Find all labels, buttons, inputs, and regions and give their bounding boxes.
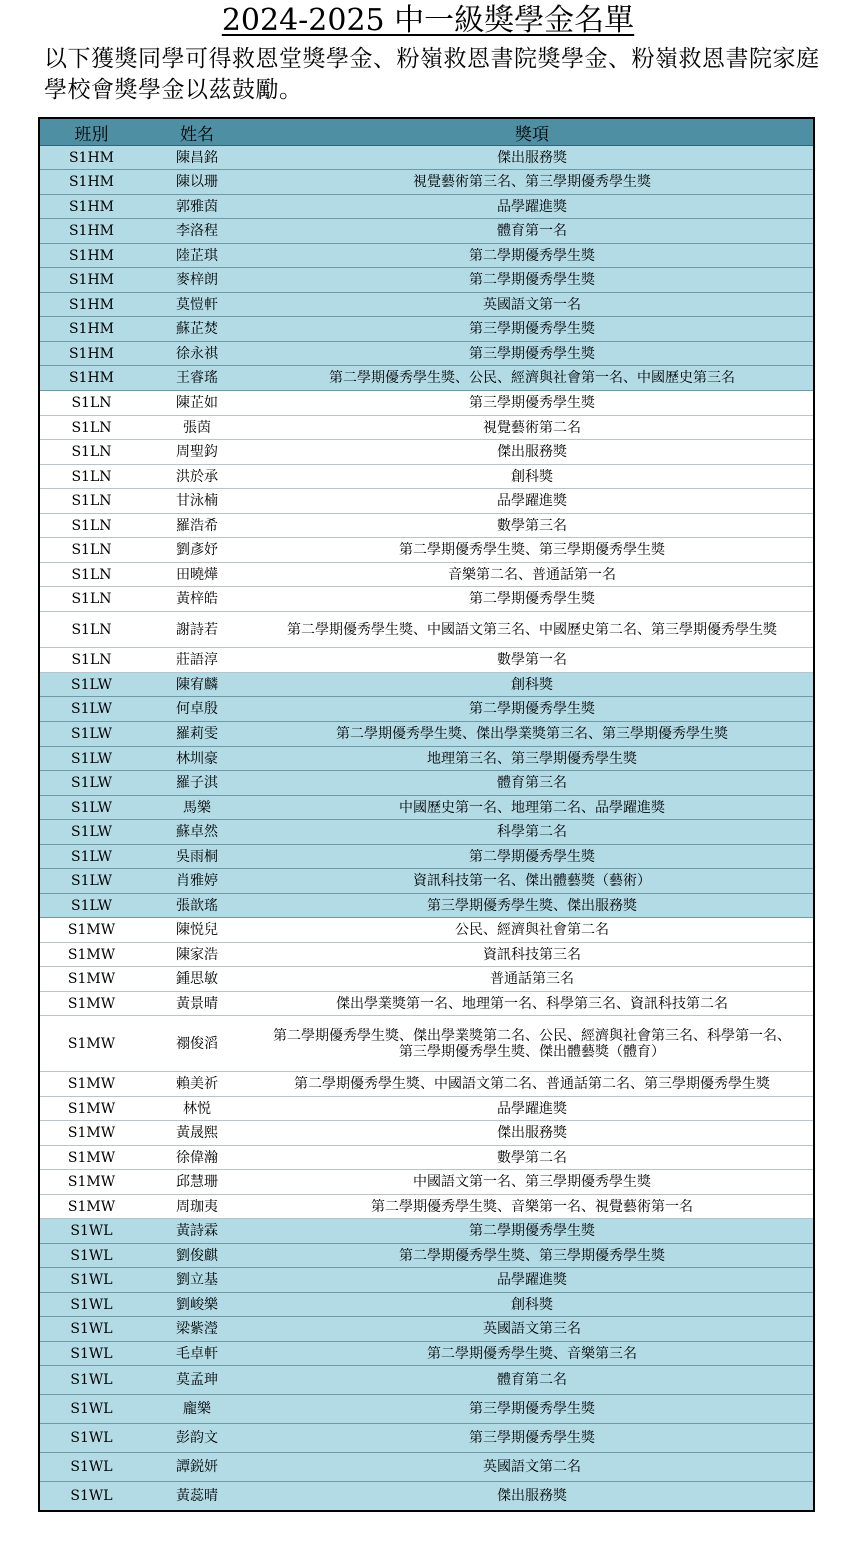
table-row xyxy=(39,1342,814,1366)
table-row xyxy=(39,845,814,869)
cell-award: 傑出服務獎 xyxy=(251,1482,814,1511)
table-row xyxy=(39,440,814,465)
cell-class: S1WL xyxy=(39,1317,143,1342)
cell-class: S1MW xyxy=(39,918,143,943)
cell-award: 第二學期優秀學生獎、中國語文第三名、中國歷史第二名、第三學期優秀學生獎 xyxy=(251,612,814,648)
cell-award: 傑出服務獎 xyxy=(251,146,814,170)
cell-class: S1HM xyxy=(39,170,143,195)
header-name: 姓名 xyxy=(143,118,251,146)
cell-award: 第二學期優秀學生獎 xyxy=(251,1219,814,1244)
header-award: 獎項 xyxy=(251,118,814,146)
table-row xyxy=(39,391,814,416)
cell-class: S1WL xyxy=(39,1453,143,1482)
table-row xyxy=(39,1424,814,1453)
table-row xyxy=(39,894,814,918)
table-row xyxy=(39,1395,814,1424)
table-row xyxy=(39,1072,814,1097)
cell-class: S1WL xyxy=(39,1342,143,1366)
table-row xyxy=(39,587,814,612)
cell-student-name: 蘇芷焚 xyxy=(143,317,251,342)
cell-award: 第二學期優秀學生獎、傑出學業獎第三名、第三學期優秀學生獎 xyxy=(251,722,814,747)
cell-class: S1LW xyxy=(39,869,143,894)
cell-award: 第二學期優秀學生獎 xyxy=(251,697,814,722)
intro-paragraph: 以下獲獎同學可得救恩堂獎學金、粉嶺救恩書院獎學金、粉嶺救恩書院家庭學校會獎學金以茲鼓勵。 xyxy=(44,46,820,103)
table-row xyxy=(39,1016,814,1072)
scholarship-table xyxy=(38,117,815,1512)
cell-award: 體育第二名 xyxy=(251,1366,814,1395)
cell-student-name: 林悦 xyxy=(143,1097,251,1121)
cell-student-name: 徐永祺 xyxy=(143,342,251,366)
cell-student-name: 麥梓朗 xyxy=(143,268,251,293)
cell-class: S1LW xyxy=(39,697,143,722)
cell-award: 資訊科技第一名、傑出體藝獎（藝術） xyxy=(251,869,814,894)
cell-student-name: 陳昌銘 xyxy=(143,146,251,170)
cell-student-name: 羅浩希 xyxy=(143,514,251,538)
cell-award: 英國語文第三名 xyxy=(251,1317,814,1342)
cell-student-name: 黃詩霖 xyxy=(143,1219,251,1244)
table-row xyxy=(39,648,814,673)
cell-award: 第二學期優秀學生獎 xyxy=(251,244,814,268)
cell-student-name: 周珈夷 xyxy=(143,1195,251,1219)
cell-student-name: 黃景晴 xyxy=(143,992,251,1016)
cell-student-name: 徐偉瀚 xyxy=(143,1146,251,1170)
cell-class: S1MW xyxy=(39,1097,143,1121)
cell-student-name: 王睿瑤 xyxy=(143,366,251,391)
cell-student-name: 何卓殷 xyxy=(143,697,251,722)
cell-award: 創科獎 xyxy=(251,465,814,489)
cell-student-name: 吳雨桐 xyxy=(143,845,251,869)
table-row xyxy=(39,170,814,195)
cell-class: S1MW xyxy=(39,1121,143,1146)
table-row xyxy=(39,1453,814,1482)
cell-award: 第三學期優秀學生獎、傑出服務獎 xyxy=(251,894,814,918)
cell-class: S1LW xyxy=(39,747,143,771)
cell-class: S1LW xyxy=(39,771,143,796)
cell-class: S1MW xyxy=(39,1146,143,1170)
cell-student-name: 洪於承 xyxy=(143,465,251,489)
cell-award: 第二學期優秀學生獎、傑出學業獎第二名、公民、經濟與社會第三名、科學第一名、 第三學期優秀學生獎、傑出體藝獎（體育） xyxy=(251,1016,814,1072)
cell-award: 品學躍進獎 xyxy=(251,1268,814,1293)
cell-award: 第三學期優秀學生獎 xyxy=(251,342,814,366)
cell-award: 傑出學業獎第一名、地理第一名、科學第三名、資訊科技第二名 xyxy=(251,992,814,1016)
cell-award: 普通話第三名 xyxy=(251,967,814,992)
cell-class: S1HM xyxy=(39,146,143,170)
cell-student-name: 黃蕊晴 xyxy=(143,1482,251,1511)
table-row xyxy=(39,538,814,563)
cell-student-name: 邱慧珊 xyxy=(143,1170,251,1195)
cell-class: S1LN xyxy=(39,563,143,587)
cell-student-name: 劉立基 xyxy=(143,1268,251,1293)
table-row xyxy=(39,1482,814,1511)
cell-award: 第二學期優秀學生獎 xyxy=(251,845,814,869)
cell-class: S1LW xyxy=(39,820,143,845)
cell-award: 第二學期優秀學生獎 xyxy=(251,587,814,612)
cell-class: S1LN xyxy=(39,612,143,648)
table-row xyxy=(39,366,814,391)
table-row xyxy=(39,146,814,170)
cell-award: 中國歷史第一名、地理第二名、品學躍進獎 xyxy=(251,796,814,820)
cell-award: 地理第三名、第三學期優秀學生獎 xyxy=(251,747,814,771)
cell-class: S1HM xyxy=(39,342,143,366)
cell-student-name: 羅莉雯 xyxy=(143,722,251,747)
cell-award: 公民、經濟與社會第二名 xyxy=(251,918,814,943)
table-row xyxy=(39,1195,814,1219)
cell-class: S1LN xyxy=(39,538,143,563)
cell-class: S1LW xyxy=(39,845,143,869)
cell-student-name: 梁紫瀅 xyxy=(143,1317,251,1342)
table-row xyxy=(39,268,814,293)
cell-award: 英國語文第一名 xyxy=(251,293,814,317)
cell-class: S1HM xyxy=(39,317,143,342)
cell-class: S1WL xyxy=(39,1268,143,1293)
cell-student-name: 周聖鈞 xyxy=(143,440,251,465)
cell-student-name: 劉峻樂 xyxy=(143,1293,251,1317)
table-row xyxy=(39,771,814,796)
cell-award: 第二學期優秀學生獎、音樂第三名 xyxy=(251,1342,814,1366)
table-row xyxy=(39,1317,814,1342)
cell-student-name: 劉彥妤 xyxy=(143,538,251,563)
cell-student-name: 彭韵文 xyxy=(143,1424,251,1453)
table-row xyxy=(39,1170,814,1195)
cell-award: 英國語文第二名 xyxy=(251,1453,814,1482)
cell-award: 第三學期優秀學生獎 xyxy=(251,317,814,342)
cell-student-name: 謝詩若 xyxy=(143,612,251,648)
table-row xyxy=(39,514,814,538)
table-row xyxy=(39,722,814,747)
table-row xyxy=(39,747,814,771)
cell-class: S1WL xyxy=(39,1366,143,1395)
table-row xyxy=(39,612,814,648)
cell-student-name: 陳宥麟 xyxy=(143,673,251,697)
cell-class: S1MW xyxy=(39,992,143,1016)
cell-student-name: 羅子淇 xyxy=(143,771,251,796)
table-row xyxy=(39,943,814,967)
cell-student-name: 莫孟珅 xyxy=(143,1366,251,1395)
cell-class: S1LN xyxy=(39,465,143,489)
cell-class: S1WL xyxy=(39,1293,143,1317)
cell-student-name: 張茵 xyxy=(143,416,251,440)
cell-award: 體育第三名 xyxy=(251,771,814,796)
cell-award: 品學躍進獎 xyxy=(251,1097,814,1121)
table-row xyxy=(39,342,814,366)
cell-award: 數學第二名 xyxy=(251,1146,814,1170)
cell-class: S1HM xyxy=(39,219,143,244)
table-row xyxy=(39,992,814,1016)
cell-class: S1LN xyxy=(39,587,143,612)
cell-student-name: 鍾思敏 xyxy=(143,967,251,992)
cell-award: 視覺藝術第三名、第三學期優秀學生獎 xyxy=(251,170,814,195)
table-row xyxy=(39,293,814,317)
cell-award: 音樂第二名、普通話第一名 xyxy=(251,563,814,587)
cell-award: 第三學期優秀學生獎 xyxy=(251,1424,814,1453)
table-row xyxy=(39,465,814,489)
table-row xyxy=(39,869,814,894)
cell-student-name: 黃晟熙 xyxy=(143,1121,251,1146)
cell-award: 第二學期優秀學生獎 xyxy=(251,268,814,293)
cell-award: 品學躍進獎 xyxy=(251,489,814,514)
table-row xyxy=(39,967,814,992)
cell-student-name: 李洛程 xyxy=(143,219,251,244)
cell-class: S1MW xyxy=(39,1072,143,1097)
cell-class: S1MW xyxy=(39,967,143,992)
table-row xyxy=(39,1244,814,1268)
cell-award: 體育第一名 xyxy=(251,219,814,244)
table-row xyxy=(39,918,814,943)
cell-student-name: 蘇卓然 xyxy=(143,820,251,845)
cell-class: S1LW xyxy=(39,722,143,747)
cell-award: 數學第一名 xyxy=(251,648,814,673)
table-row xyxy=(39,1121,814,1146)
cell-class: S1WL xyxy=(39,1424,143,1453)
table-row xyxy=(39,1097,814,1121)
cell-class: S1LN xyxy=(39,489,143,514)
cell-student-name: 陳以珊 xyxy=(143,170,251,195)
cell-class: S1LN xyxy=(39,416,143,440)
cell-class: S1HM xyxy=(39,366,143,391)
table-row xyxy=(39,563,814,587)
cell-class: S1LN xyxy=(39,648,143,673)
cell-class: S1HM xyxy=(39,293,143,317)
cell-class: S1WL xyxy=(39,1244,143,1268)
cell-class: S1LN xyxy=(39,514,143,538)
table-row xyxy=(39,1219,814,1244)
cell-student-name: 賴美祈 xyxy=(143,1072,251,1097)
cell-class: S1WL xyxy=(39,1395,143,1424)
table-body xyxy=(39,146,814,1511)
cell-award: 創科獎 xyxy=(251,673,814,697)
cell-student-name: 陸芷琪 xyxy=(143,244,251,268)
cell-student-name: 莫愷軒 xyxy=(143,293,251,317)
cell-award: 創科獎 xyxy=(251,1293,814,1317)
table-header-row xyxy=(39,118,814,146)
cell-student-name: 林圳豪 xyxy=(143,747,251,771)
cell-award: 第三學期優秀學生獎 xyxy=(251,391,814,416)
table-row xyxy=(39,820,814,845)
cell-award: 數學第三名 xyxy=(251,514,814,538)
cell-award: 中國語文第一名、第三學期優秀學生獎 xyxy=(251,1170,814,1195)
cell-award: 視覺藝術第二名 xyxy=(251,416,814,440)
table-row xyxy=(39,244,814,268)
cell-award: 品學躍進獎 xyxy=(251,195,814,219)
cell-class: S1MW xyxy=(39,943,143,967)
cell-student-name: 毛卓軒 xyxy=(143,1342,251,1366)
cell-class: S1MW xyxy=(39,1195,143,1219)
cell-award: 資訊科技第三名 xyxy=(251,943,814,967)
table-row xyxy=(39,673,814,697)
cell-award: 第三學期優秀學生獎 xyxy=(251,1395,814,1424)
cell-student-name: 肖雅婷 xyxy=(143,869,251,894)
table-row xyxy=(39,697,814,722)
cell-award: 第二學期優秀學生獎、中國語文第二名、普通話第二名、第三學期優秀學生獎 xyxy=(251,1072,814,1097)
cell-award: 第二學期優秀學生獎、第三學期優秀學生獎 xyxy=(251,1244,814,1268)
table-row xyxy=(39,1293,814,1317)
table-row xyxy=(39,489,814,514)
cell-class: S1MW xyxy=(39,1170,143,1195)
cell-class: S1LW xyxy=(39,796,143,820)
cell-student-name: 劉俊麒 xyxy=(143,1244,251,1268)
page-title: 2024-2025 中一級獎學金名單 xyxy=(221,3,635,38)
table-row xyxy=(39,1146,814,1170)
cell-student-name: 甘泳楠 xyxy=(143,489,251,514)
cell-award: 第二學期優秀學生獎、音樂第一名、視覺藝術第一名 xyxy=(251,1195,814,1219)
cell-class: S1MW xyxy=(39,1016,143,1072)
cell-student-name: 譚鋭妍 xyxy=(143,1453,251,1482)
cell-student-name: 陳悦兒 xyxy=(143,918,251,943)
cell-class: S1HM xyxy=(39,244,143,268)
table-row xyxy=(39,1268,814,1293)
cell-class: S1HM xyxy=(39,268,143,293)
cell-student-name: 莊語淳 xyxy=(143,648,251,673)
cell-award: 第二學期優秀學生獎、公民、經濟與社會第一名、中國歷史第三名 xyxy=(251,366,814,391)
table-row xyxy=(39,1366,814,1395)
cell-class: S1LW xyxy=(39,673,143,697)
cell-student-name: 郭雅茵 xyxy=(143,195,251,219)
cell-student-name: 陳芷如 xyxy=(143,391,251,416)
cell-class: S1LN xyxy=(39,440,143,465)
cell-student-name: 禤俊滔 xyxy=(143,1016,251,1072)
cell-student-name: 田曉燁 xyxy=(143,563,251,587)
cell-class: S1HM xyxy=(39,195,143,219)
cell-class: S1LN xyxy=(39,391,143,416)
table-row xyxy=(39,195,814,219)
cell-student-name: 馬樂 xyxy=(143,796,251,820)
table-row xyxy=(39,317,814,342)
cell-student-name: 龐樂 xyxy=(143,1395,251,1424)
cell-class: S1LW xyxy=(39,894,143,918)
cell-award: 科學第二名 xyxy=(251,820,814,845)
cell-class: S1WL xyxy=(39,1219,143,1244)
cell-student-name: 黃梓皓 xyxy=(143,587,251,612)
cell-student-name: 陳家浩 xyxy=(143,943,251,967)
cell-student-name: 張歆瑤 xyxy=(143,894,251,918)
table-row xyxy=(39,416,814,440)
cell-award: 傑出服務獎 xyxy=(251,440,814,465)
cell-class: S1WL xyxy=(39,1482,143,1511)
header-class: 班別 xyxy=(39,118,143,146)
cell-award: 第二學期優秀學生獎、第三學期優秀學生獎 xyxy=(251,538,814,563)
table-row xyxy=(39,796,814,820)
cell-award: 傑出服務獎 xyxy=(251,1121,814,1146)
table-row xyxy=(39,219,814,244)
